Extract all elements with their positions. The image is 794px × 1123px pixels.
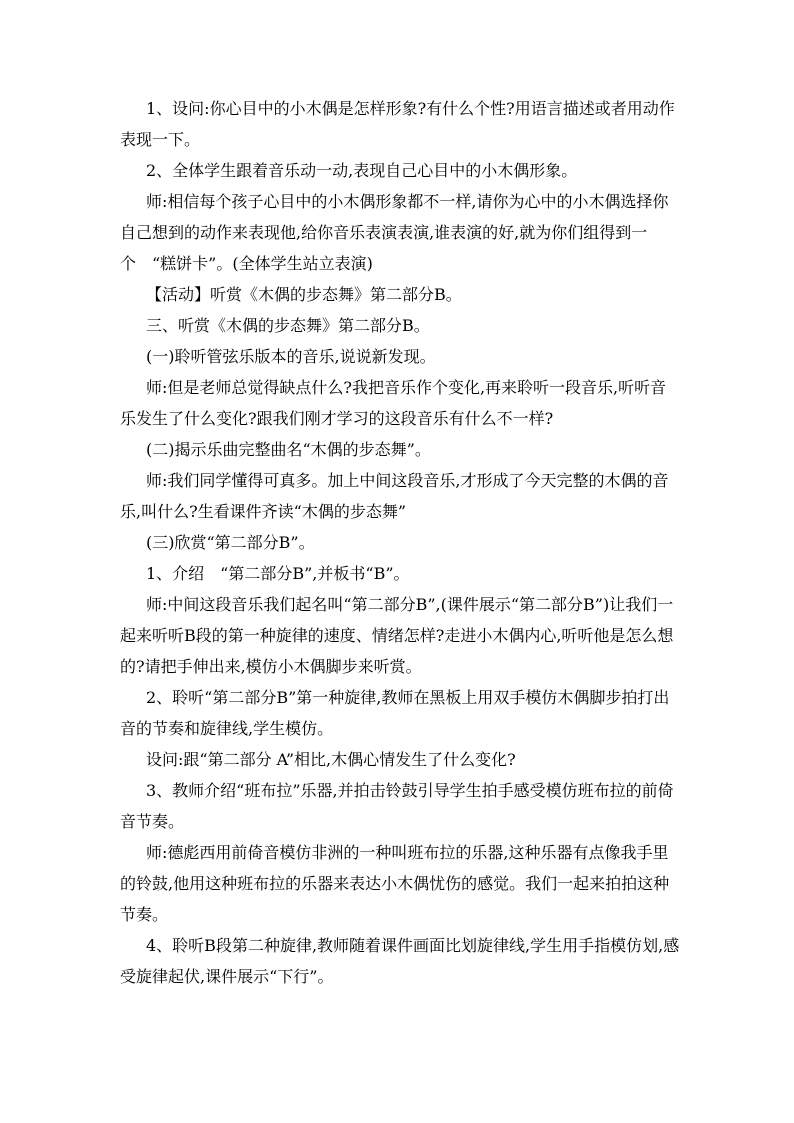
paragraph-question-compare-a: 设问:跟“第二部分 A”相比,木偶心情发生了什么变化? [146,750,516,769]
paragraph-section-three-heading: 三、听赏《木偶的步态舞》第二部分B。 [146,316,430,335]
paragraph-question-puppet-image: 1、设问:你心目中的小木偶是怎样形象?有什么个性?用语言描述或者用动作表现一下。 [120,99,675,149]
paragraph-appreciate-part-b: (三)欣赏“第二部分B”。 [146,533,315,552]
paragraph-reveal-title: (二)揭示乐曲完整曲名“木偶的步态舞”。 [146,440,431,459]
paragraph-first-melody: 2、聆听“第二部分B”第一种旋律,教师在黑板上用双手模仿木偶脚步拍打出音的节奏和旋律线,学生模仿。 [120,688,670,738]
paragraph-bambula-instrument: 3、教师介绍“班布拉”乐器,并拍击铃鼓引导学生拍手感受模仿班布拉的前倚音节奏。 [120,781,674,831]
paragraph-activity-heading: 【活动】听赏《木偶的步态舞》第二部分B。 [146,285,462,304]
document-body [120,93,680,992]
paragraph-introduce-part-b: 1、介绍 “第二部分B”,并板书“B”。 [146,564,410,583]
paragraph-teacher-part-b-name: 师:中间这段音乐我们起名叫“第二部分B”,(课件展示“第二部分B”)让我们一起来听听B段的第一种旋律的速度、情绪怎样?走进小木偶内心,听听他是怎么想的?请把手伸出来,模仿小木偶脚步来听赏。 [120,595,674,676]
paragraph-orchestral-version: (一)聆听管弦乐版本的音乐,说说新发现。 [146,347,436,366]
paragraph-teacher-performance: 师:相信每个孩子心目中的小木偶形象都不一样,请你为心中的小木偶选择你自己想到的动作来表现他,给你音乐表演表演,谁表演的好,就为你们组得到一个 “糕饼卡”。(全体学生站立表演) [120,192,669,273]
paragraph-teacher-debussy: 师:德彪西用前倚音模仿非洲的一种叫班布拉的乐器,这种乐器有点像我手里的铃鼓,他用这种班布拉的乐器来表达小木偶忧伤的感觉。我们一起来拍拍这种节奏。 [120,843,670,924]
paragraph-teacher-full-music: 师:我们同学懂得可真多。加上中间这段音乐,才形成了今天完整的木偶的音乐,叫什么?生看课件齐读“木偶的步态舞” [120,471,669,521]
paragraph-second-melody: 4、聆听B段第二种旋律,教师随着课件画面比划旋律线,学生用手指模仿划,感受旋律起伏,课件展示“下行”。 [120,936,680,986]
paragraph-teacher-change-music: 师:但是老师总觉得缺点什么?我把音乐作个变化,再来聆听一段音乐,听听音乐发生了什么变化?跟我们刚才学习的这段音乐有什么不一样? [120,378,667,428]
paragraph-students-move: 2、全体学生跟着音乐动一动,表现自己心目中的小木偶形象。 [146,161,578,180]
